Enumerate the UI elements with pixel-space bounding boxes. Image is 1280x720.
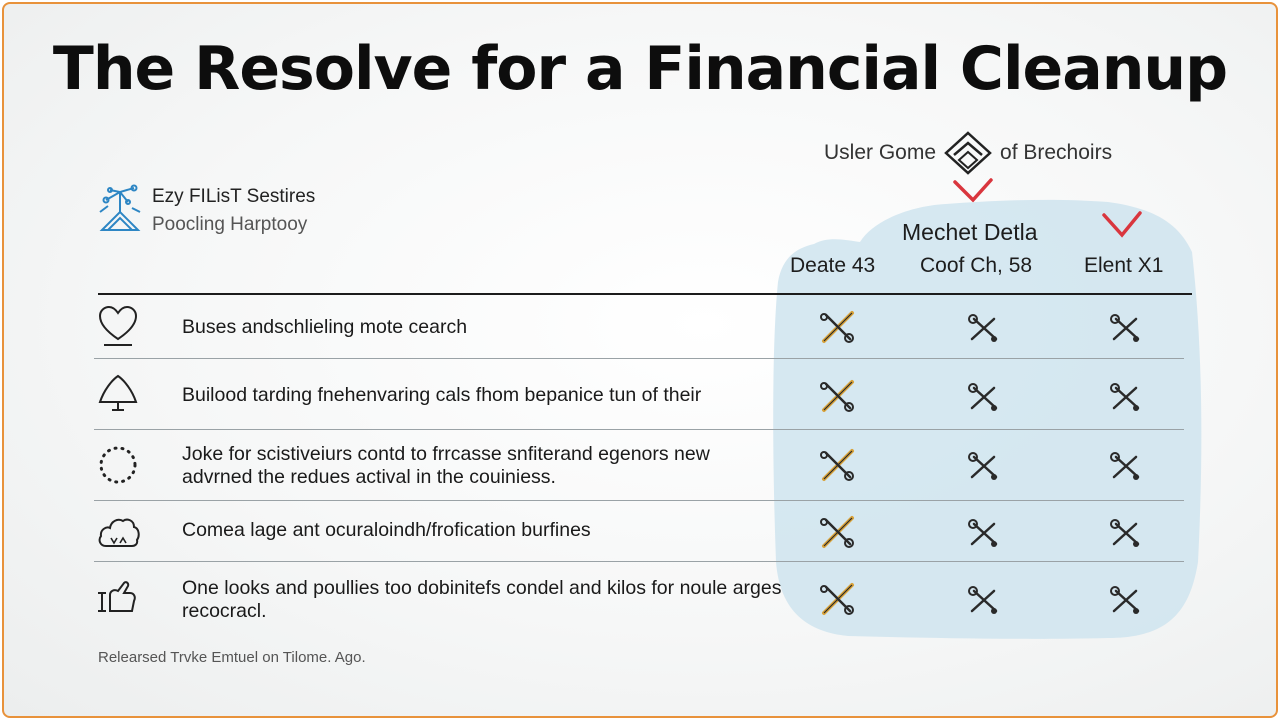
row-divider xyxy=(94,429,1184,430)
heart-icon xyxy=(96,303,140,347)
table-row xyxy=(94,502,1186,562)
row-divider xyxy=(94,500,1184,501)
row-divider xyxy=(94,561,1184,562)
diamond-house-icon xyxy=(942,130,994,176)
row-description: Comea lage ant ocuraloindh/frofication burfines xyxy=(182,519,591,541)
slide xyxy=(2,2,1278,718)
row-description: Buses andschlieling mote cearch xyxy=(182,316,468,338)
row-divider xyxy=(94,358,1184,359)
crossed-tools-dark-icon xyxy=(1106,447,1146,487)
pyramid-network-icon xyxy=(98,182,142,234)
column-header: Deate 43 xyxy=(790,254,876,277)
row-description: Builood tarding fnehenvaring cals fhom bepanice tun of their xyxy=(182,384,702,406)
check-mark-icon xyxy=(1100,209,1144,239)
column-group-header: Mechet Detla xyxy=(902,219,1038,245)
row-description: One looks and poullies too dobinitefs condel and kilos for noule arges recocracl. xyxy=(182,577,782,622)
crossed-tools-dark-icon xyxy=(1106,378,1146,418)
cloud-icon xyxy=(96,510,140,554)
table-row xyxy=(94,295,1186,359)
crossed-tools-gold-icon xyxy=(818,445,858,485)
table-row xyxy=(94,431,1186,501)
crossed-tools-dark-icon xyxy=(964,309,1004,349)
crossed-tools-dark-icon xyxy=(964,581,1004,621)
crossed-tools-dark-icon xyxy=(1106,581,1146,621)
table-row xyxy=(94,360,1186,430)
brand-name: Ezy FILisT Sestires xyxy=(152,186,316,207)
column-header: Elent X1 xyxy=(1084,254,1164,277)
crossed-tools-gold-icon xyxy=(818,579,858,619)
crossed-tools-gold-icon xyxy=(818,307,858,347)
legend-right-label: of Brechoirs xyxy=(1000,141,1113,164)
bell-tent-icon xyxy=(96,372,140,416)
crossed-tools-gold-icon xyxy=(818,376,858,416)
brand-tagline: Poocling Harptooy xyxy=(152,214,308,235)
crossed-tools-dark-icon xyxy=(1106,309,1146,349)
crossed-tools-dark-icon xyxy=(1106,514,1146,554)
table-row xyxy=(94,563,1186,635)
legend xyxy=(824,130,1112,176)
page-title: The Resolve for a Financial Cleanup xyxy=(52,34,1228,104)
dotted-circle-icon xyxy=(96,443,140,487)
brand xyxy=(98,182,315,236)
hand-gesture-icon xyxy=(96,577,140,621)
crossed-tools-gold-icon xyxy=(818,512,858,552)
crossed-tools-dark-icon xyxy=(964,447,1004,487)
column-header: Coof Ch, 58 xyxy=(920,254,1033,277)
footer-note: Relearsed Trvke Emtuel on Tilome. Ago. xyxy=(98,649,366,666)
legend-left-label: Usler Gome xyxy=(824,141,937,164)
crossed-tools-dark-icon xyxy=(964,378,1004,418)
crossed-tools-dark-icon xyxy=(964,514,1004,554)
row-description: Joke for scistiveiurs contd to frrcasse snfiterand egenors new advrned the redues actival in the couiniess. xyxy=(182,443,710,488)
